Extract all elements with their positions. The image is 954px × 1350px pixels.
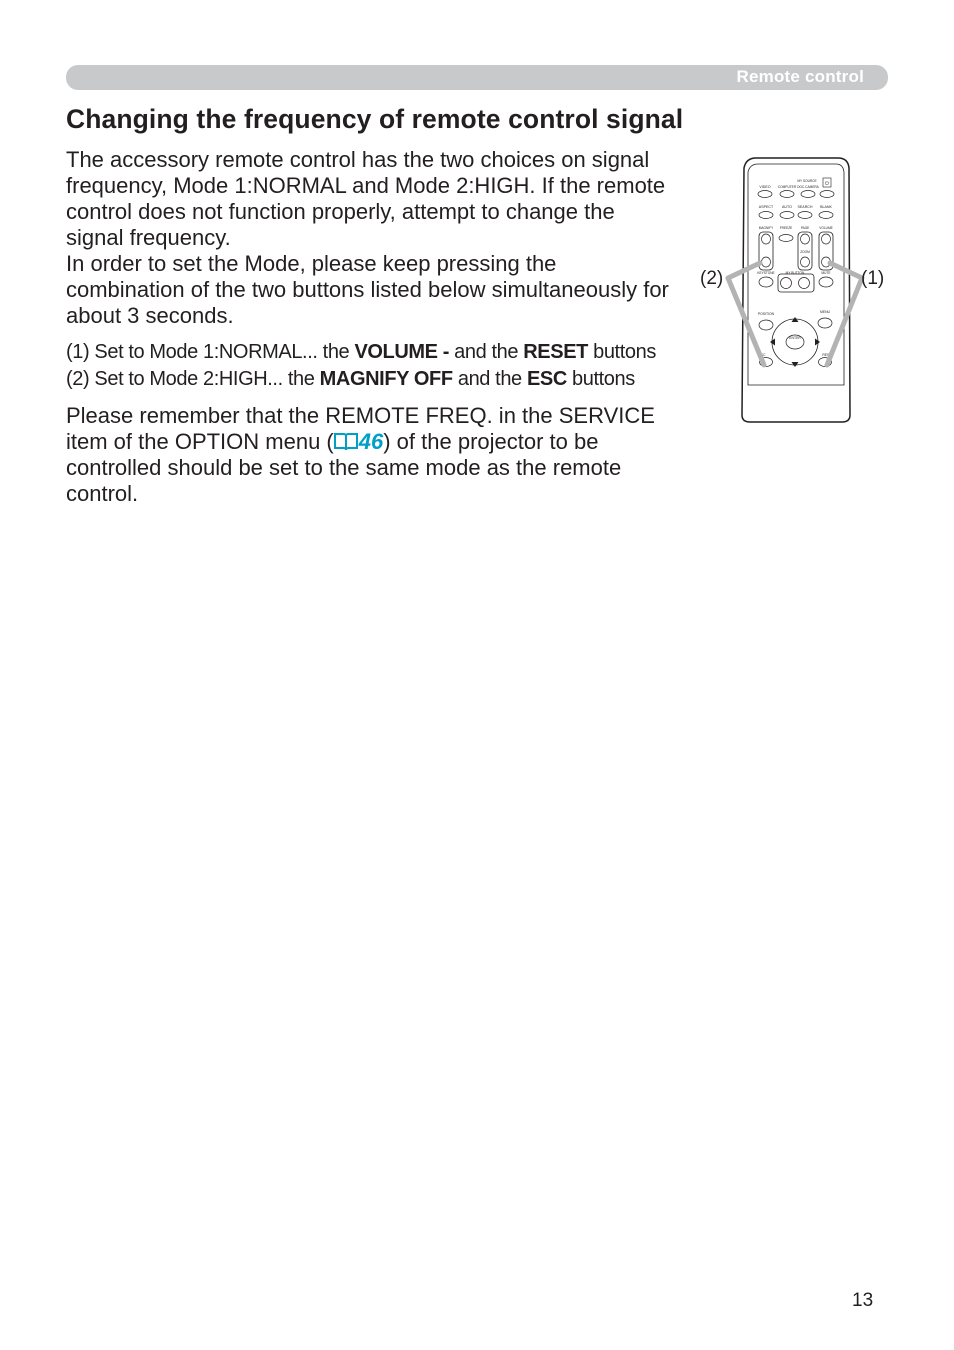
- aspect-label: ASPECT: [758, 205, 774, 209]
- mode-text: buttons: [587, 341, 656, 363]
- page-label: PAGE: [800, 226, 810, 230]
- reference-page: 46: [358, 429, 384, 454]
- instruction-line: about 3 seconds.: [66, 303, 234, 328]
- reset-label: RESET: [822, 353, 834, 357]
- book-icon: [334, 432, 358, 452]
- intro-paragraph: [66, 147, 665, 251]
- magnify-label: MAGNIFY: [758, 226, 774, 230]
- blank-label: BLANK: [820, 205, 832, 209]
- instruction-line: combination of the two buttons listed below simultaneously for: [66, 277, 669, 302]
- intro-line: The accessory remote control has the two choices on signal: [66, 147, 650, 172]
- my-button-label: MY BUTTON: [785, 271, 805, 275]
- search-label: SEARCH: [797, 205, 813, 209]
- power-icon: ⏻: [825, 181, 829, 187]
- mode-text: buttons: [566, 368, 635, 390]
- note-line: control.: [66, 481, 139, 506]
- callout-label-2: (2): [700, 268, 724, 289]
- mode-text: and the: [452, 368, 527, 390]
- auto-label: AUTO: [782, 205, 792, 209]
- section-header-bar: [66, 65, 888, 90]
- intro-line: signal frequency.: [66, 225, 231, 250]
- freeze-label: FREEZE: [779, 226, 793, 230]
- computer-label: COMPUTER: [777, 185, 797, 189]
- page-number: 13: [852, 1290, 874, 1311]
- page-title: Changing the frequency of remote control signal: [66, 104, 684, 134]
- zoom-label: ZOOM: [800, 250, 810, 254]
- instruction-line: In order to set the Mode, please keep pressing the: [66, 251, 557, 276]
- section-label: Remote control: [736, 67, 864, 86]
- instruction-paragraph: [66, 251, 669, 329]
- esc-label: ESC: [758, 353, 766, 357]
- intro-line: control does not function properly, attempt to change the: [66, 199, 615, 224]
- position-label: POSITION: [757, 312, 775, 316]
- enter-label: ENTER: [789, 336, 801, 340]
- callout-label-1: (1): [861, 268, 885, 289]
- mute-label: MUTE: [821, 271, 831, 275]
- mode-text: (1) Set to Mode 1:NORMAL... the: [66, 341, 355, 363]
- intro-line: frequency, Mode 1:NORMAL and Mode 2:HIGH. If the remote: [66, 173, 666, 198]
- note-line: ) of the projector to be: [383, 429, 599, 454]
- note-line: item of the OPTION menu (: [66, 429, 334, 454]
- mode-2-instruction: [66, 366, 635, 392]
- page-reference-link[interactable]: [334, 429, 383, 454]
- menu-label: MENU: [820, 310, 830, 314]
- video-label: VIDEO: [759, 185, 771, 189]
- button-name: MAGNIFY OFF: [319, 368, 453, 390]
- remote-control-figure: [700, 150, 900, 430]
- note-line: controlled should be set to the same mode as the remote: [66, 455, 622, 480]
- keystone-label: KEYSTONE: [757, 271, 775, 275]
- note-paragraph: [66, 403, 655, 507]
- mode-text: (2) Set to Mode 2:HIGH... the: [66, 368, 320, 390]
- doc-camera-label: DOC.CAMERA: [797, 185, 819, 189]
- button-name: VOLUME -: [354, 341, 450, 363]
- note-line: Please remember that the REMOTE FREQ. in the SERVICE: [66, 403, 655, 428]
- mode-text: and the: [449, 341, 524, 363]
- button-name: ESC: [526, 368, 567, 390]
- button-name: RESET: [523, 341, 588, 363]
- volume-label: VOLUME: [819, 226, 833, 230]
- my-source-label: MY SOURCE: [797, 179, 817, 183]
- mode-1-instruction: [66, 339, 656, 365]
